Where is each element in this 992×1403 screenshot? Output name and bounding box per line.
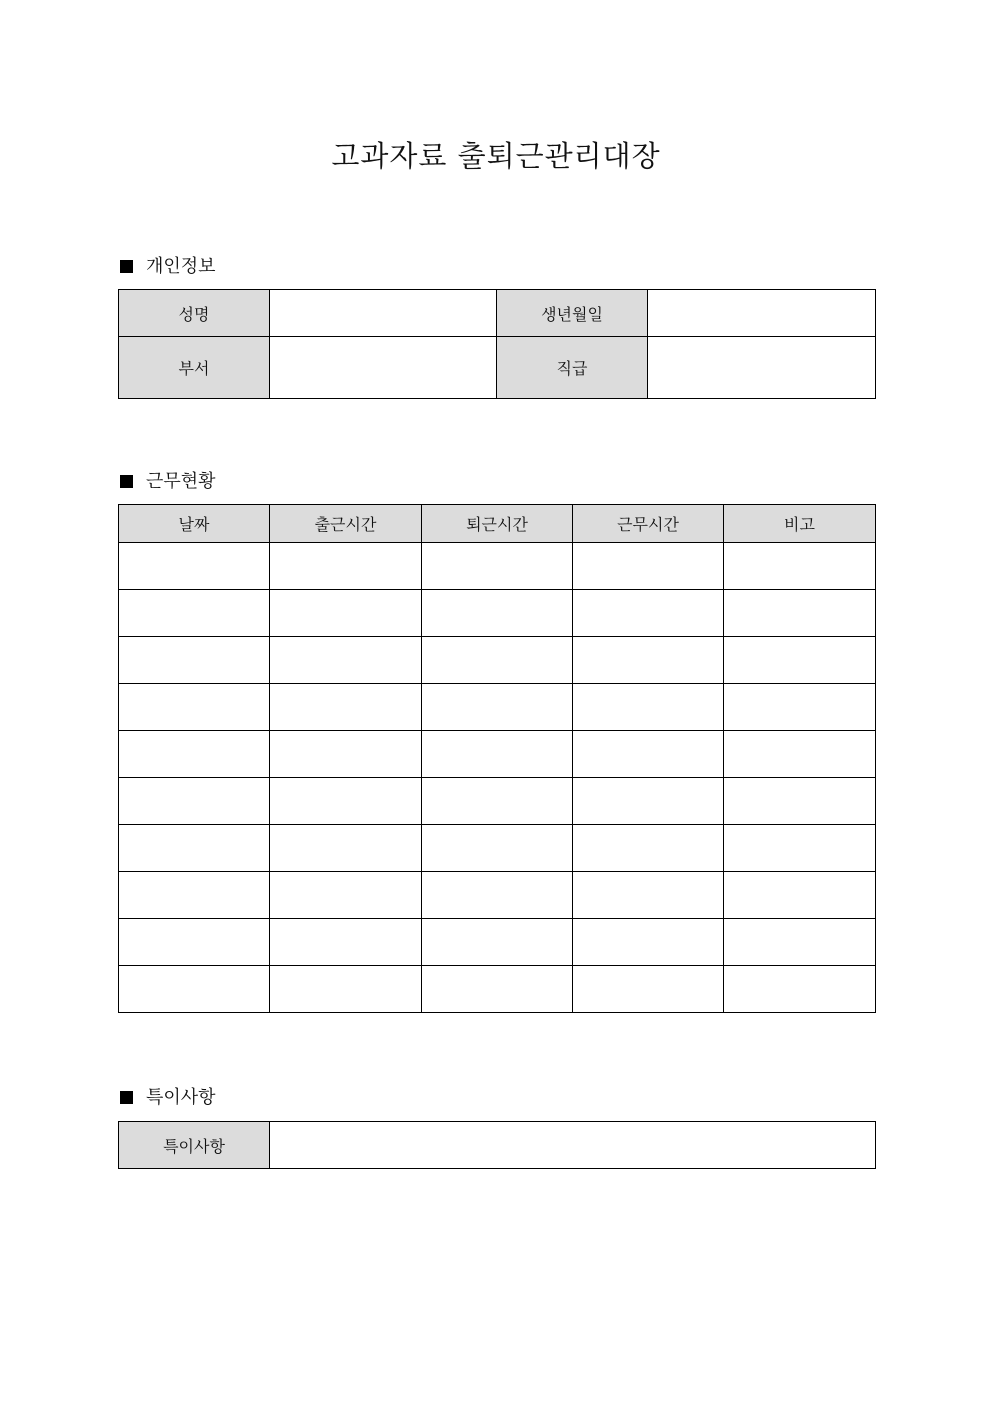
table-row (119, 290, 876, 337)
table-cell[interactable] (422, 590, 573, 637)
table-cell[interactable] (422, 684, 573, 731)
position-label: 직급 (497, 337, 648, 399)
table-cell[interactable] (270, 872, 422, 919)
table-cell[interactable] (422, 919, 573, 966)
section-heading-personal-info (120, 255, 216, 279)
table-cell[interactable] (724, 872, 876, 919)
position-field[interactable] (648, 337, 876, 399)
table-cell[interactable] (724, 637, 876, 684)
table-row (119, 590, 876, 637)
table-cell[interactable] (724, 825, 876, 872)
table-cell[interactable] (270, 778, 422, 825)
table-cell[interactable] (573, 731, 724, 778)
table-row (119, 1122, 876, 1169)
document-title: 고과자료 출퇴근관리대장 (331, 139, 661, 173)
table-row (119, 919, 876, 966)
table-cell[interactable] (724, 684, 876, 731)
column-header-date: 날짜 (119, 505, 270, 543)
table-cell[interactable] (724, 919, 876, 966)
table-row (119, 637, 876, 684)
table-cell[interactable] (119, 825, 270, 872)
table-cell[interactable] (422, 825, 573, 872)
table-cell[interactable] (422, 966, 573, 1013)
table-cell[interactable] (270, 731, 422, 778)
section-heading-notes (120, 1086, 216, 1110)
black-square-icon (120, 260, 133, 273)
table-cell[interactable] (119, 637, 270, 684)
black-square-icon (120, 1091, 133, 1104)
name-field[interactable] (270, 290, 497, 337)
column-header-work-hours: 근무시간 (573, 505, 724, 543)
table-cell[interactable] (270, 825, 422, 872)
column-header-clock-in: 출근시간 (270, 505, 422, 543)
table-cell[interactable] (724, 731, 876, 778)
column-header-clock-out: 퇴근시간 (422, 505, 573, 543)
table-cell[interactable] (119, 872, 270, 919)
work-status-table (118, 504, 876, 1013)
table-cell[interactable] (724, 543, 876, 590)
table-cell[interactable] (119, 919, 270, 966)
table-cell[interactable] (724, 778, 876, 825)
table-cell[interactable] (270, 919, 422, 966)
birthdate-label: 생년월일 (497, 290, 648, 337)
table-cell[interactable] (573, 637, 724, 684)
table-row (119, 872, 876, 919)
section-heading-text: 특이사항 (146, 1087, 216, 1108)
table-cell[interactable] (573, 543, 724, 590)
department-label: 부서 (119, 337, 270, 399)
table-cell[interactable] (422, 543, 573, 590)
table-row (119, 543, 876, 590)
table-cell[interactable] (270, 590, 422, 637)
table-row (119, 337, 876, 399)
table-row (119, 684, 876, 731)
table-row (119, 778, 876, 825)
table-cell[interactable] (422, 637, 573, 684)
section-heading-text: 개인정보 (146, 256, 216, 277)
notes-field[interactable] (270, 1122, 876, 1169)
table-cell[interactable] (724, 590, 876, 637)
name-label: 성명 (119, 290, 270, 337)
table-cell[interactable] (270, 684, 422, 731)
table-cell[interactable] (573, 778, 724, 825)
table-cell[interactable] (119, 966, 270, 1013)
table-cell[interactable] (573, 590, 724, 637)
table-cell[interactable] (119, 731, 270, 778)
section-heading-text: 근무현황 (146, 471, 216, 492)
table-row (119, 731, 876, 778)
table-cell[interactable] (119, 543, 270, 590)
table-cell[interactable] (573, 825, 724, 872)
department-field[interactable] (270, 337, 497, 399)
table-cell[interactable] (422, 872, 573, 919)
table-row (119, 825, 876, 872)
table-cell[interactable] (573, 872, 724, 919)
table-cell[interactable] (573, 966, 724, 1013)
table-cell[interactable] (119, 590, 270, 637)
notes-table (118, 1121, 876, 1169)
table-cell[interactable] (724, 966, 876, 1013)
column-header-remarks: 비고 (724, 505, 876, 543)
table-cell[interactable] (573, 919, 724, 966)
table-row (119, 966, 876, 1013)
section-heading-work-status (120, 470, 216, 494)
table-cell[interactable] (119, 778, 270, 825)
birthdate-field[interactable] (648, 290, 876, 337)
table-cell[interactable] (422, 731, 573, 778)
notes-label: 특이사항 (119, 1122, 270, 1169)
personal-info-table (118, 289, 876, 399)
black-square-icon (120, 475, 133, 488)
table-header-row (119, 505, 876, 543)
table-cell[interactable] (119, 684, 270, 731)
table-cell[interactable] (270, 637, 422, 684)
table-cell[interactable] (270, 543, 422, 590)
table-cell[interactable] (422, 778, 573, 825)
table-cell[interactable] (270, 966, 422, 1013)
table-cell[interactable] (573, 684, 724, 731)
